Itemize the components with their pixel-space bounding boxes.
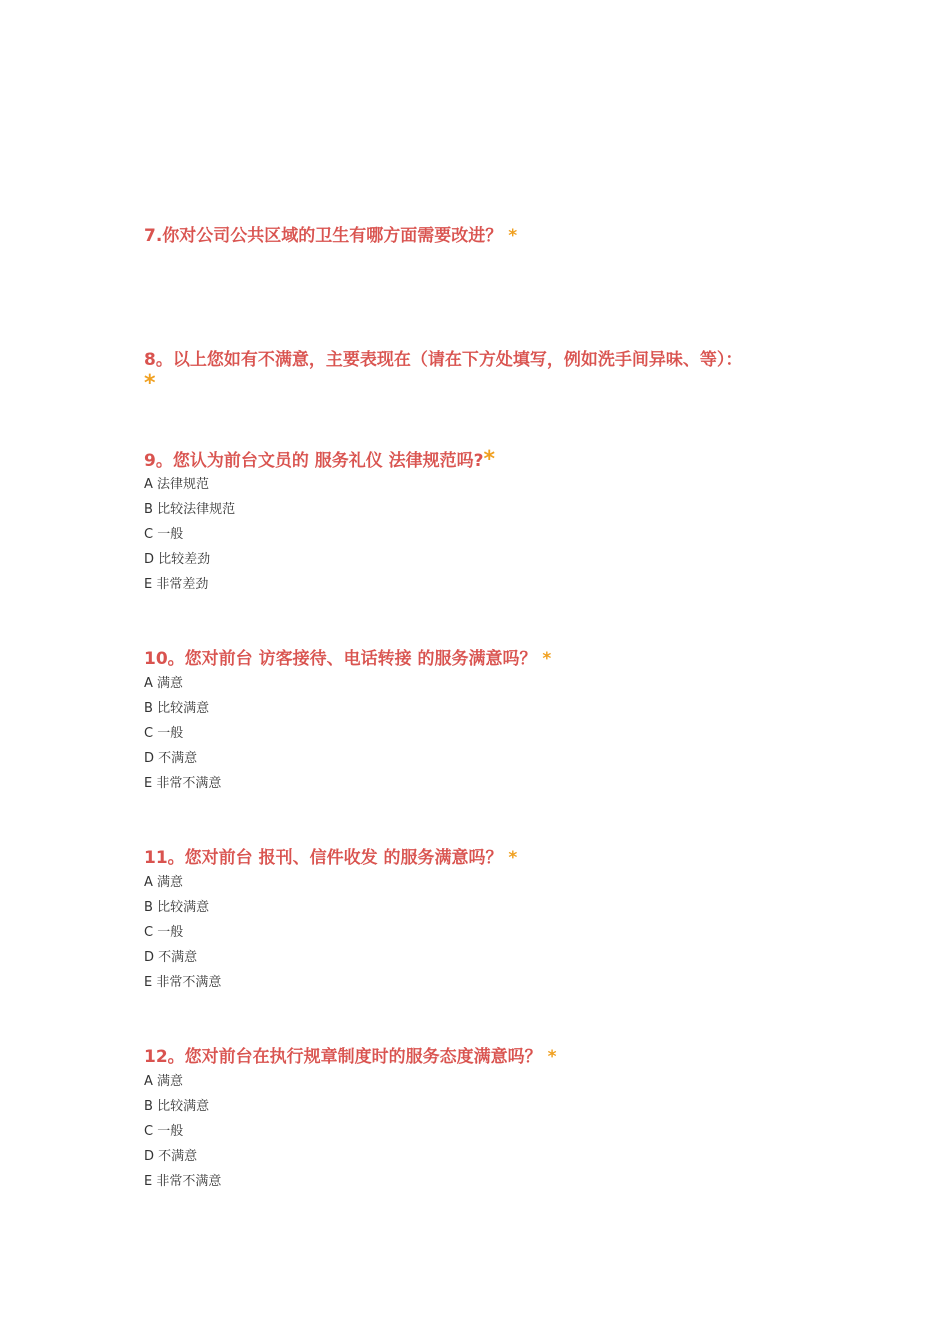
- option-d[interactable]: D 比较差劲: [144, 552, 211, 567]
- option-c[interactable]: C 一般: [144, 726, 184, 741]
- required-star: *: [542, 649, 552, 669]
- option-c[interactable]: C 一般: [144, 925, 184, 940]
- option-a[interactable]: A 满意: [144, 875, 184, 890]
- option-e[interactable]: E 非常差劲: [144, 577, 209, 592]
- option-d[interactable]: D 不满意: [144, 950, 198, 965]
- question-10-title: [144, 647, 551, 671]
- question-8-title: [144, 348, 834, 397]
- option-c[interactable]: C 一般: [144, 1124, 184, 1139]
- option-e[interactable]: E 非常不满意: [144, 776, 222, 791]
- required-star: *: [508, 226, 518, 246]
- question-text: 12。您对前台在执行规章制度时的服务态度满意吗？: [144, 1047, 542, 1067]
- option-c[interactable]: C 一般: [144, 527, 184, 542]
- option-a[interactable]: A 满意: [144, 1074, 184, 1089]
- option-a[interactable]: A 法律规范: [144, 477, 210, 492]
- required-star: *: [508, 848, 518, 868]
- option-b[interactable]: B 比较法律规范: [144, 502, 236, 517]
- option-e[interactable]: E 非常不满意: [144, 1174, 222, 1189]
- option-b[interactable]: B 比较满意: [144, 701, 210, 716]
- question-9-title: [144, 448, 495, 473]
- option-b[interactable]: B 比较满意: [144, 900, 210, 915]
- option-e[interactable]: E 非常不满意: [144, 975, 222, 990]
- option-d[interactable]: D 不满意: [144, 1149, 198, 1164]
- option-b[interactable]: B 比较满意: [144, 1099, 210, 1114]
- question-12-title: [144, 1045, 556, 1069]
- required-star: *: [483, 447, 496, 472]
- question-text: 7.你对公司公共区域的卫生有哪方面需要改进？: [144, 226, 503, 246]
- option-a[interactable]: A 满意: [144, 676, 184, 691]
- option-d[interactable]: D 不满意: [144, 751, 198, 766]
- required-star: *: [144, 371, 156, 396]
- required-star: *: [547, 1047, 557, 1067]
- question-7-title: [144, 224, 517, 248]
- question-11-title: [144, 846, 517, 870]
- question-text: 10。您对前台 访客接待、电话转接 的服务满意吗？: [144, 649, 537, 669]
- question-text: 11。您对前台 报刊、信件收发 的服务满意吗？: [144, 848, 503, 868]
- question-text: 9。您认为前台文员的 服务礼仪 法律规范吗?: [144, 451, 484, 471]
- question-text: 8。以上您如有不满意，主要表现在（请在下方处填写，例如洗手间异味、等）：: [144, 350, 743, 370]
